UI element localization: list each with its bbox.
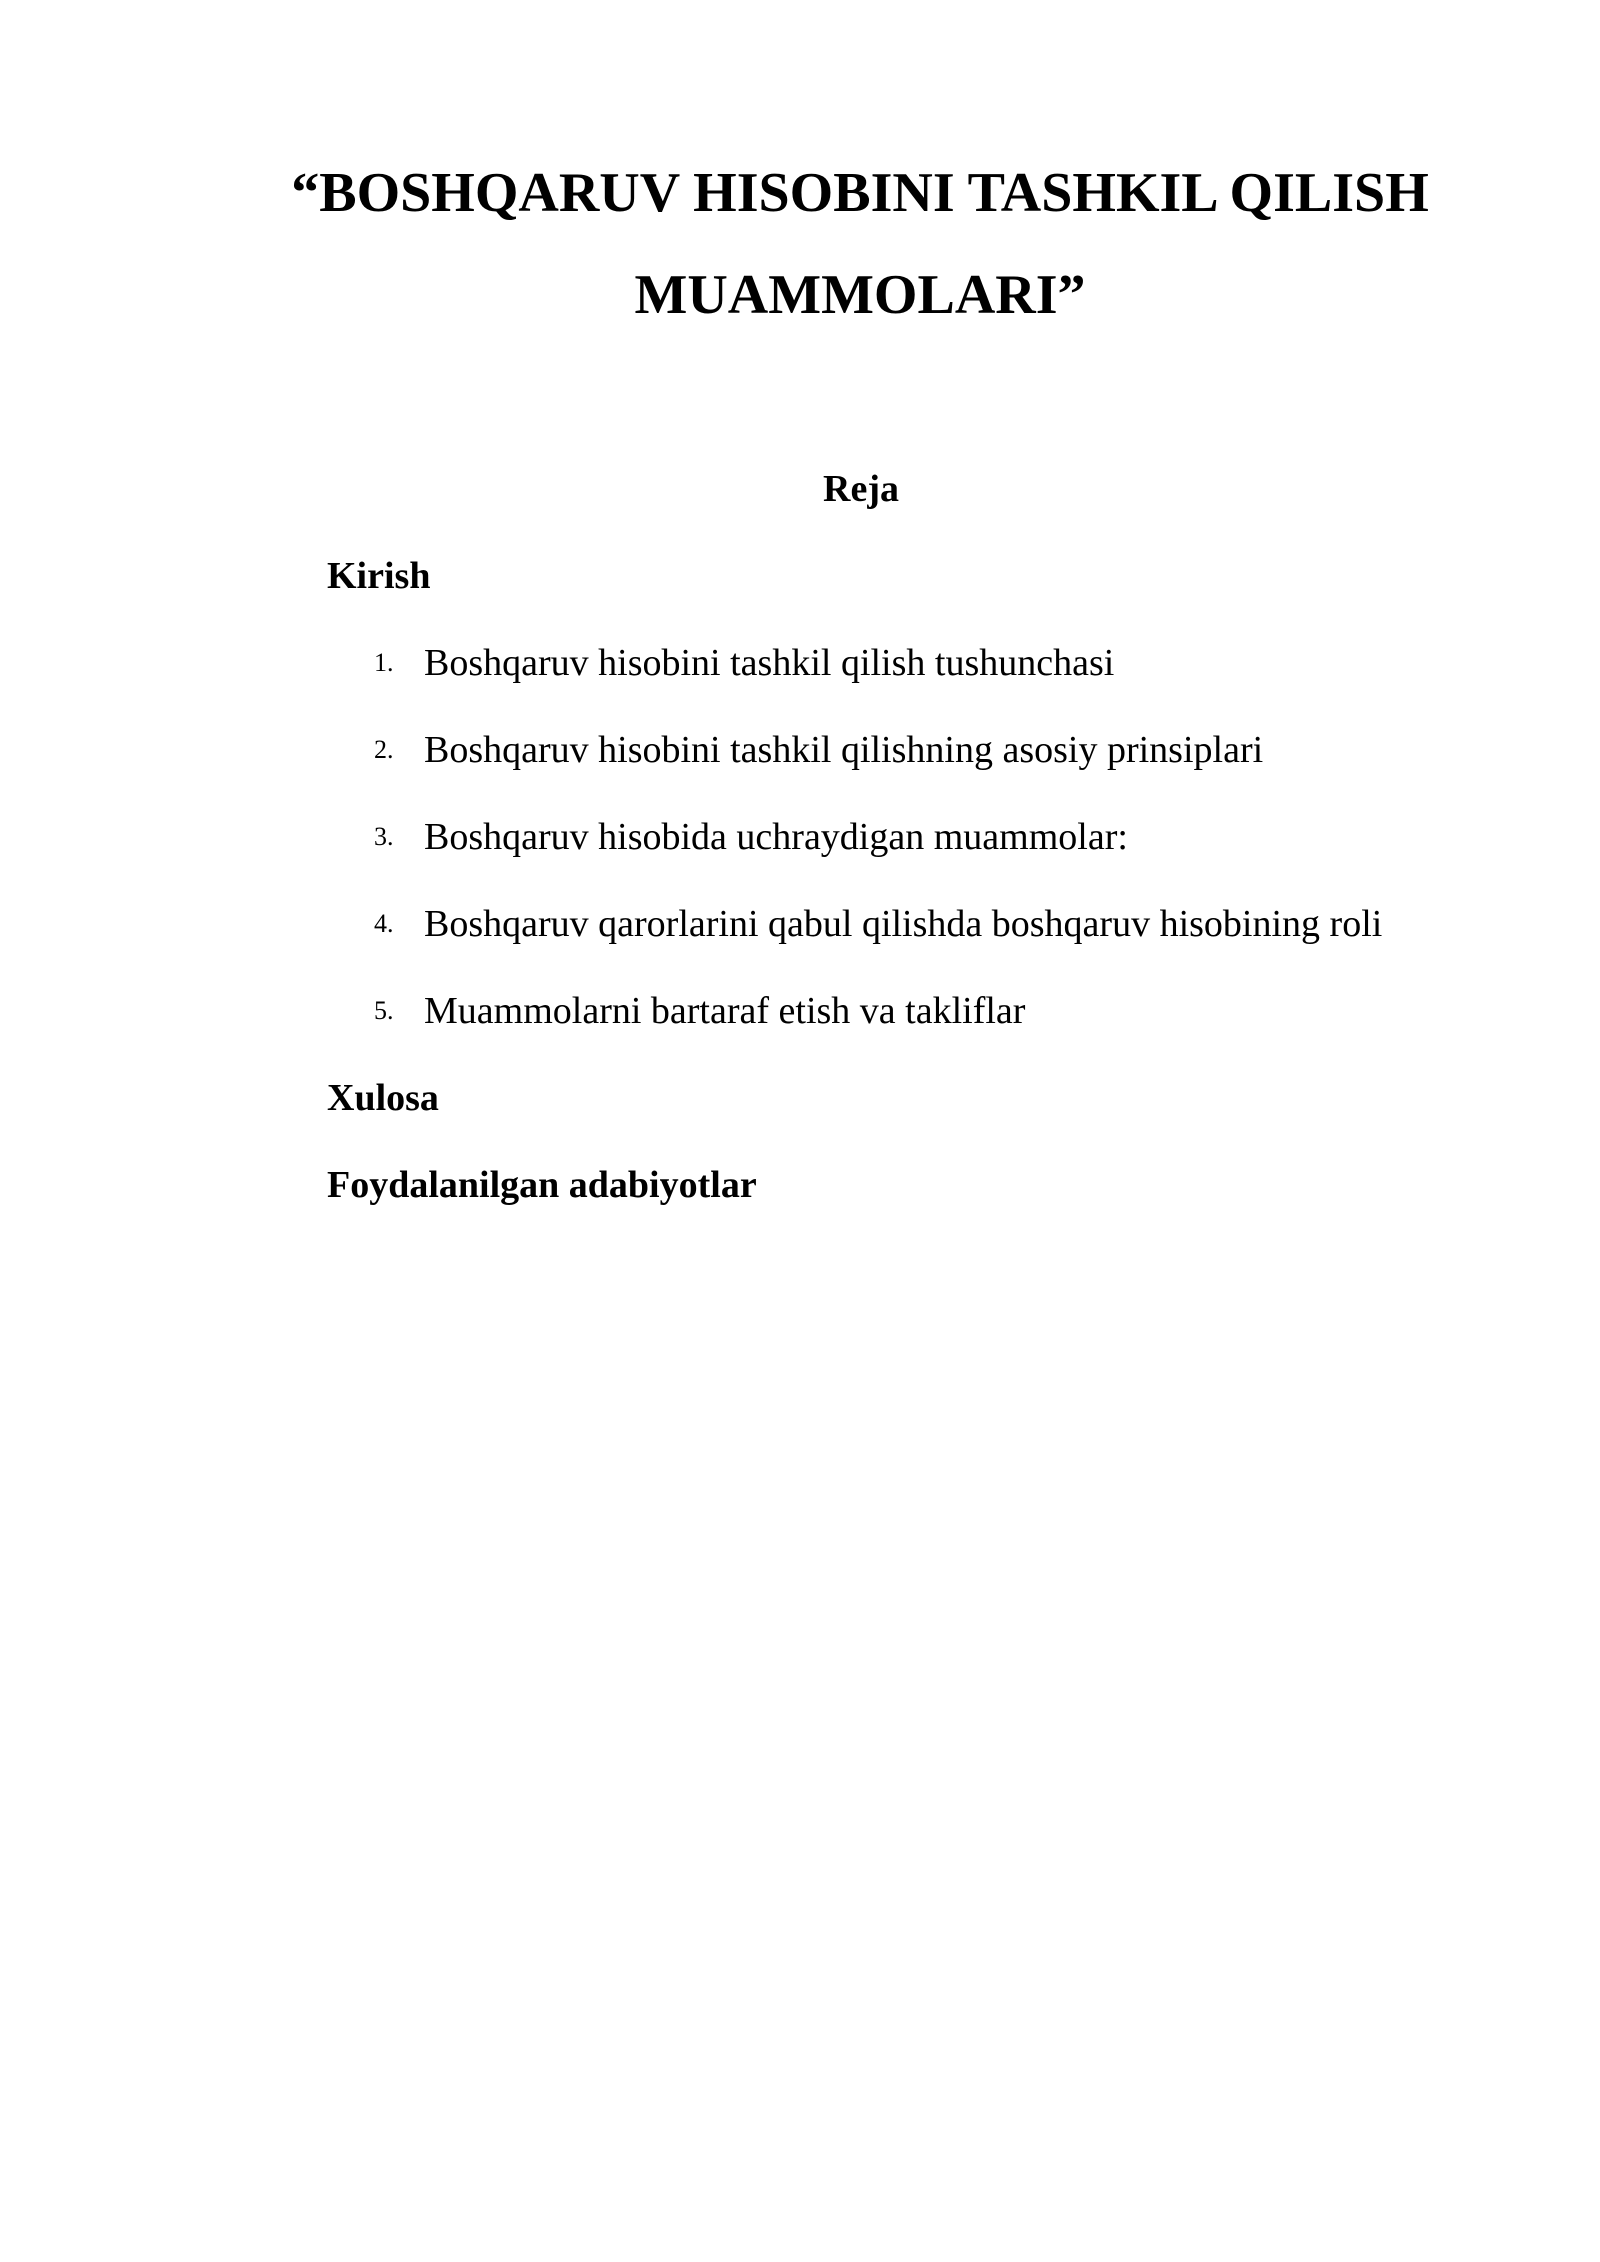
title-line-1: “BOSHQARUV HISOBINI TASHKIL QILISH — [291, 162, 1429, 224]
plan-item-text: Boshqaruv qarorlarini qabul qilishda boshqaruv hisobining roli — [424, 903, 1383, 945]
plan-item-text: Boshqaruv hisobini tashkil qilishning asosiy prinsiplari — [424, 729, 1264, 771]
intro-heading: Kirish — [327, 555, 431, 597]
title-line-2: MUAMMOLARI” — [634, 264, 1086, 326]
plan-item-number: 5. — [374, 996, 394, 1025]
plan-item-text: Boshqaruv hisobini tashkil qilish tushunchasi — [424, 642, 1115, 684]
plan-item-number: 4. — [374, 909, 394, 938]
plan-item-number: 3. — [374, 822, 394, 851]
document-title — [230, 142, 1490, 346]
plan-item-number: 1. — [374, 648, 394, 677]
plan-item-text: Muammolarni bartaraf etish va takliflar — [424, 990, 1026, 1032]
plan-item-text: Boshqaruv hisobida uchraydigan muammolar: — [424, 816, 1128, 858]
conclusion-heading: Xulosa — [327, 1077, 439, 1119]
plan-heading: Reja — [823, 468, 899, 510]
plan-item-number: 2. — [374, 735, 394, 764]
references-heading: Foydalanilgan adabiyotlar — [327, 1164, 757, 1206]
